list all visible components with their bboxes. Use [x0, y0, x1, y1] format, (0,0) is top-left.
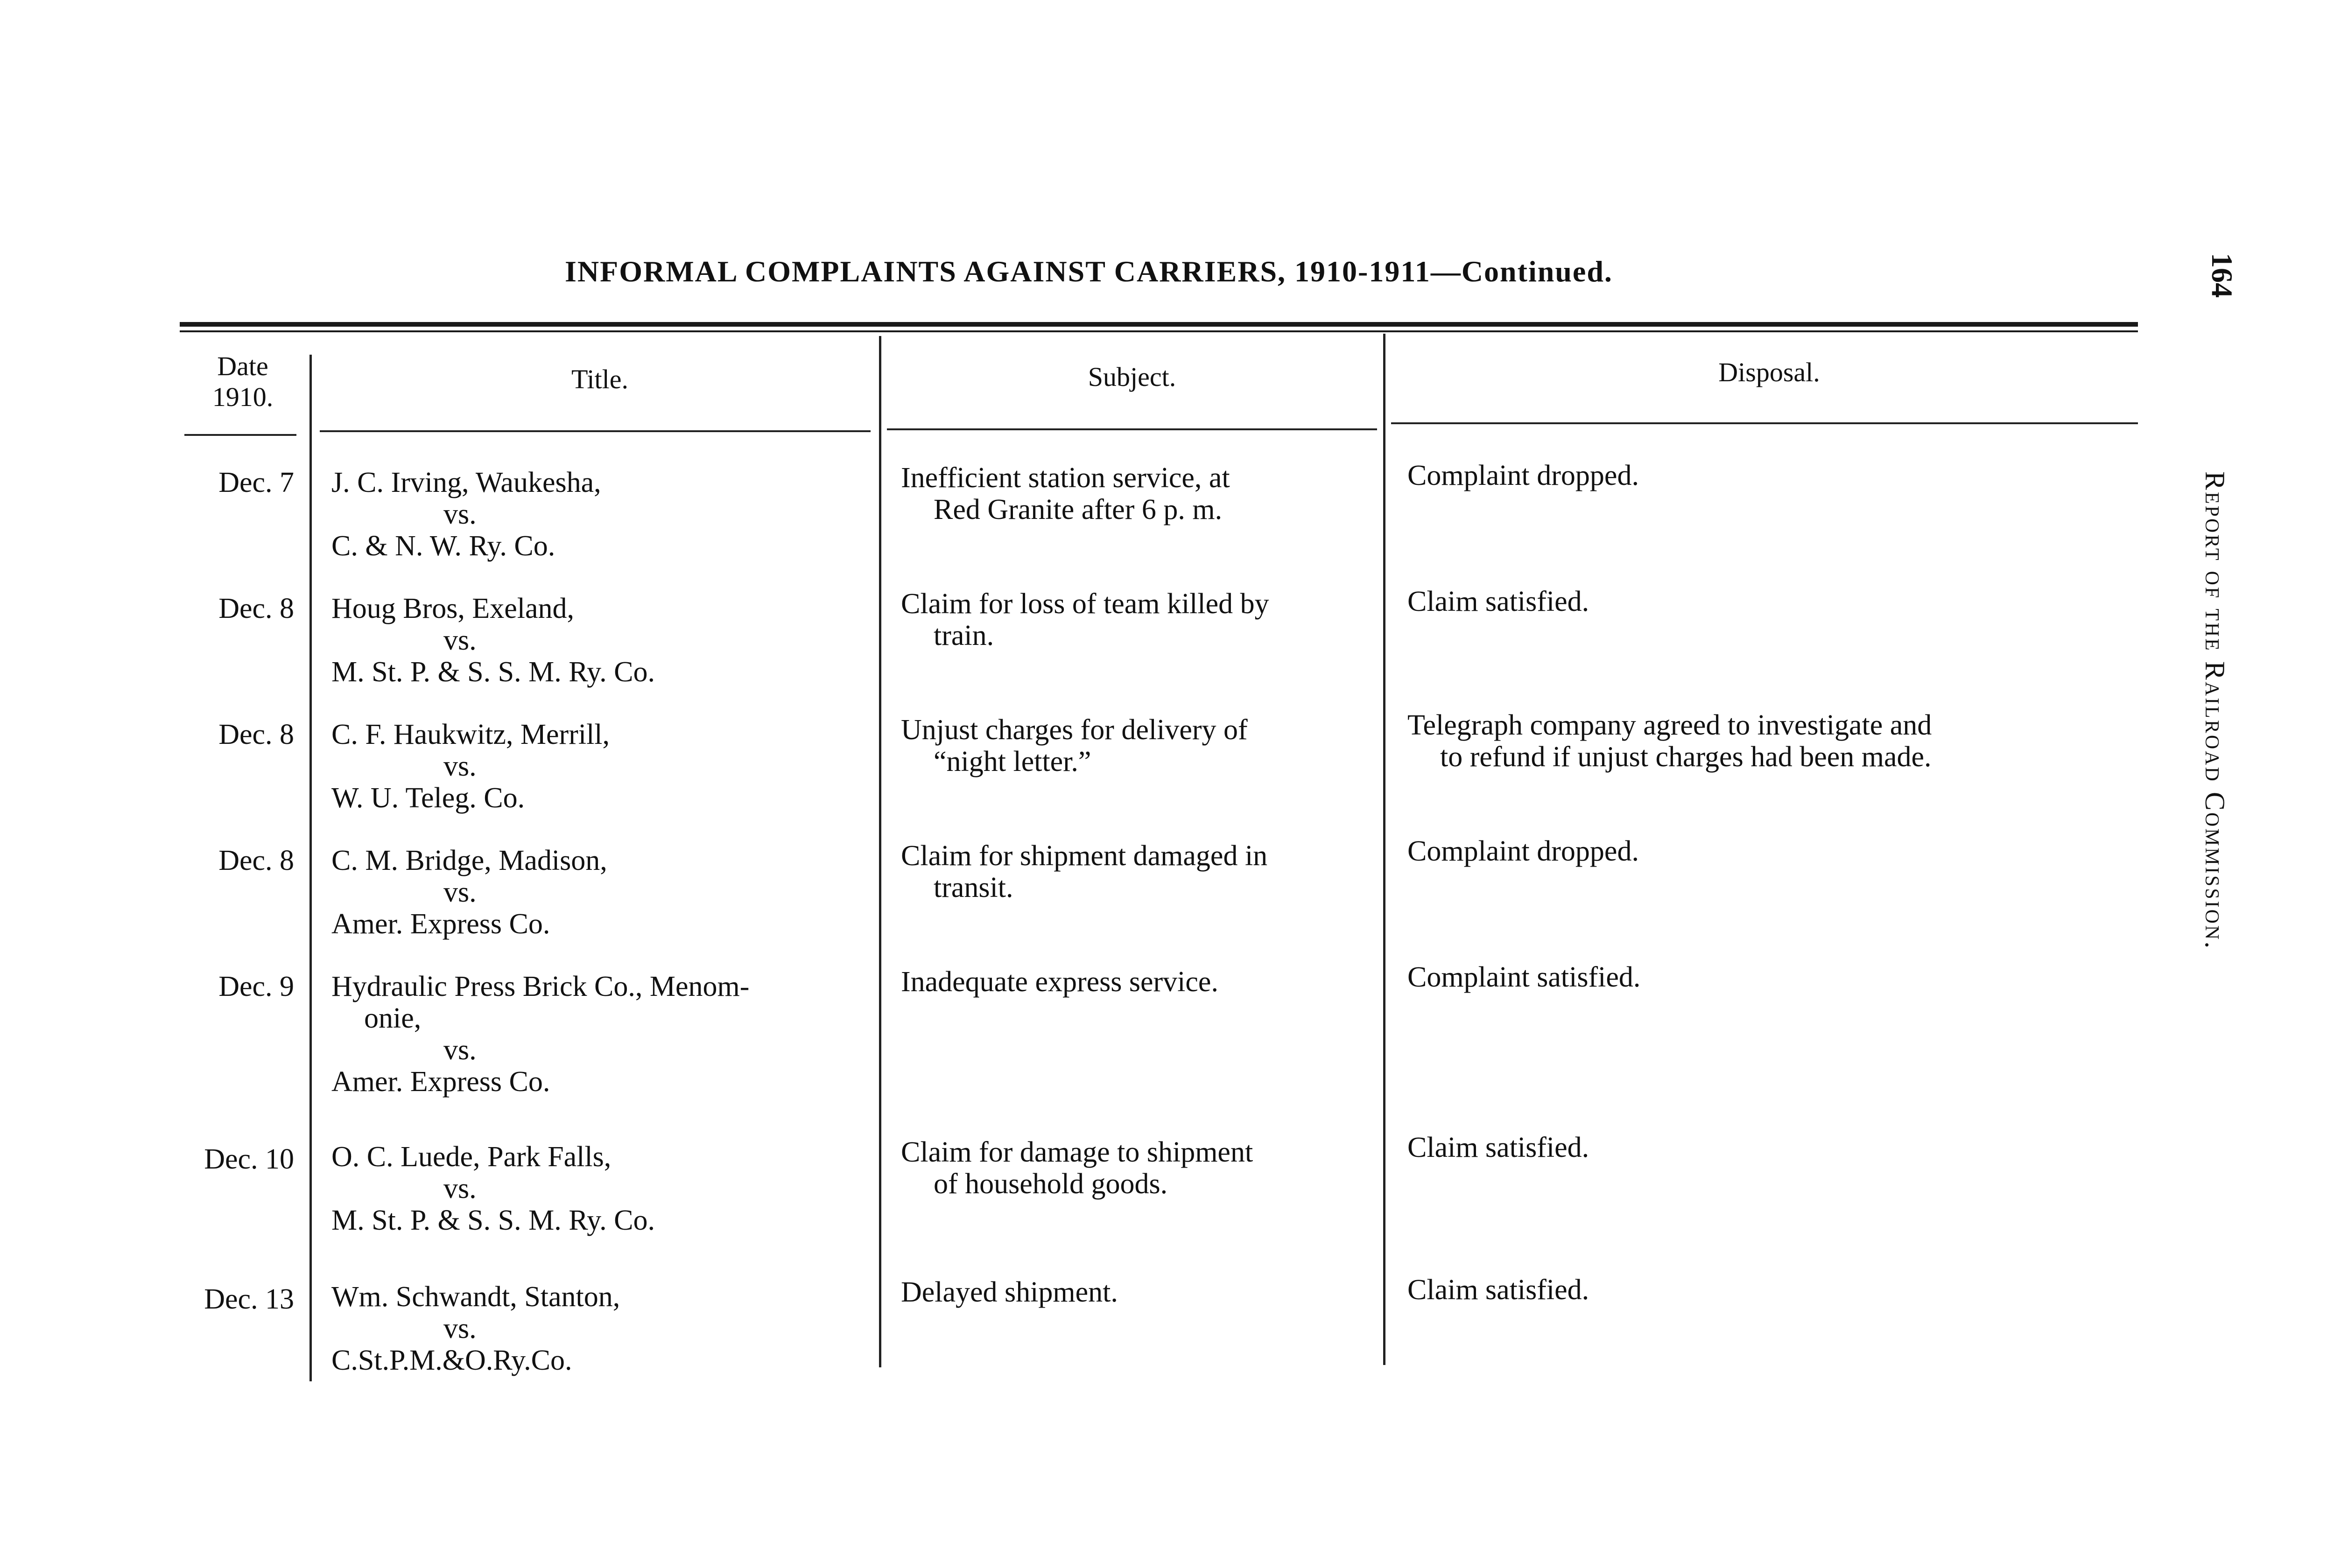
- subject-line: Inadequate express service.: [901, 966, 1218, 998]
- subject-line: Claim for loss of team killed by: [901, 588, 1269, 620]
- column-header-title: Title.: [571, 364, 628, 394]
- versus: vs.: [443, 498, 477, 530]
- header-underline-disposal: [1391, 422, 2138, 424]
- row-disposal: [1407, 586, 2145, 617]
- header-underline-subject: [887, 428, 1377, 430]
- disposal-line: Claim satisfied.: [1407, 1132, 1589, 1163]
- row-title: [331, 719, 882, 814]
- row-title: [331, 1141, 882, 1236]
- subject-line: of household goods.: [934, 1168, 1168, 1200]
- versus: vs.: [443, 1313, 477, 1344]
- disposal-line: Complaint dropped.: [1407, 835, 1639, 867]
- complainant: O. C. Luede, Park Falls,: [331, 1141, 612, 1173]
- subject-line: Red Granite after 6 p. m.: [934, 494, 1223, 525]
- disposal-line: Claim satisfied.: [1407, 586, 1589, 617]
- column-header-date-line2: 1910.: [212, 382, 274, 412]
- versus: vs.: [443, 624, 477, 656]
- row-subject: [901, 1276, 1386, 1308]
- complainant: C. F. Haukwitz, Merrill,: [331, 719, 610, 750]
- column-header-disposal: Disposal.: [1718, 357, 1820, 387]
- header-underline-date: [184, 434, 296, 436]
- header-underline-title: [320, 430, 871, 432]
- disposal-line: Claim satisfied.: [1407, 1274, 1589, 1306]
- row-disposal: [1407, 1274, 2145, 1306]
- complainant: Houg Bros, Exeland,: [331, 593, 575, 624]
- respondent: C. & N. W. Ry. Co.: [331, 530, 555, 562]
- subject-line: train.: [934, 620, 994, 651]
- subject-line: “night letter.”: [934, 746, 1091, 777]
- subject-line: Delayed shipment.: [901, 1276, 1118, 1308]
- respondent: W. U. Teleg. Co.: [331, 782, 525, 814]
- row-date: Dec. 8: [218, 593, 294, 624]
- versus: vs.: [443, 750, 477, 782]
- complainant: J. C. Irving, Waukesha,: [331, 467, 601, 498]
- row-date: Dec. 9: [218, 971, 294, 1002]
- row-subject: [901, 1136, 1386, 1200]
- versus: vs.: [443, 1173, 477, 1204]
- row-subject: [901, 714, 1386, 777]
- row-date: Dec. 10: [204, 1143, 294, 1175]
- complainant: Wm. Schwandt, Stanton,: [331, 1281, 620, 1313]
- row-disposal: [1407, 961, 2145, 993]
- running-head: Report of the Railroad Commission.: [2200, 471, 2230, 951]
- complainant: C. M. Bridge, Madison,: [331, 845, 607, 876]
- page-title: INFORMAL COMPLAINTS AGAINST CARRIERS, 1910-1911—Continued.: [565, 255, 1613, 288]
- subject-line: transit.: [934, 872, 1013, 903]
- row-disposal: [1407, 835, 2145, 867]
- subject-line: Inefficient station service, at: [901, 462, 1230, 494]
- row-disposal: [1407, 460, 2145, 491]
- row-subject: [901, 462, 1386, 525]
- disposal-line: Complaint dropped.: [1407, 460, 1639, 491]
- column-header-date: [187, 351, 299, 413]
- row-disposal: [1407, 1132, 2145, 1163]
- complainant-continued: onie,: [364, 1002, 422, 1034]
- row-title: [331, 467, 882, 562]
- subject-line: Claim for damage to shipment: [901, 1136, 1253, 1168]
- page-number: 164: [2206, 253, 2239, 298]
- row-date: Dec. 13: [204, 1283, 294, 1315]
- respondent: Amer. Express Co.: [331, 1066, 550, 1098]
- respondent: Amer. Express Co.: [331, 908, 550, 940]
- disposal-line: Telegraph company agreed to investigate and: [1407, 709, 1932, 741]
- subject-line: Unjust charges for delivery of: [901, 714, 1248, 746]
- column-divider-date: [309, 355, 312, 1381]
- respondent: M. St. P. & S. S. M. Ry. Co.: [331, 1204, 655, 1236]
- respondent: M. St. P. & S. S. M. Ry. Co.: [331, 656, 655, 688]
- row-title: [331, 845, 882, 940]
- row-subject: [901, 840, 1386, 903]
- complainant: Hydraulic Press Brick Co., Menom-: [331, 971, 750, 1002]
- disposal-line: Complaint satisfied.: [1407, 961, 1641, 993]
- row-date: Dec. 8: [218, 845, 294, 876]
- row-title: [331, 1281, 882, 1376]
- versus: vs.: [443, 1034, 477, 1066]
- row-subject: [901, 966, 1386, 998]
- top-rule: [180, 322, 2138, 327]
- disposal-line: to refund if unjust charges had been made.: [1440, 741, 1932, 773]
- row-date: Dec. 8: [218, 719, 294, 750]
- row-disposal: [1407, 709, 2145, 773]
- versus: vs.: [443, 876, 477, 908]
- top-rule-thin: [180, 330, 2138, 332]
- row-subject: [901, 588, 1386, 651]
- row-title: [331, 593, 882, 688]
- row-title: [331, 971, 882, 1098]
- column-header-subject: Subject.: [1088, 362, 1176, 392]
- column-header-date-line1: Date: [217, 351, 268, 381]
- subject-line: Claim for shipment damaged in: [901, 840, 1268, 872]
- row-date: Dec. 7: [218, 467, 294, 498]
- respondent: C.St.P.M.&O.Ry.Co.: [331, 1344, 572, 1376]
